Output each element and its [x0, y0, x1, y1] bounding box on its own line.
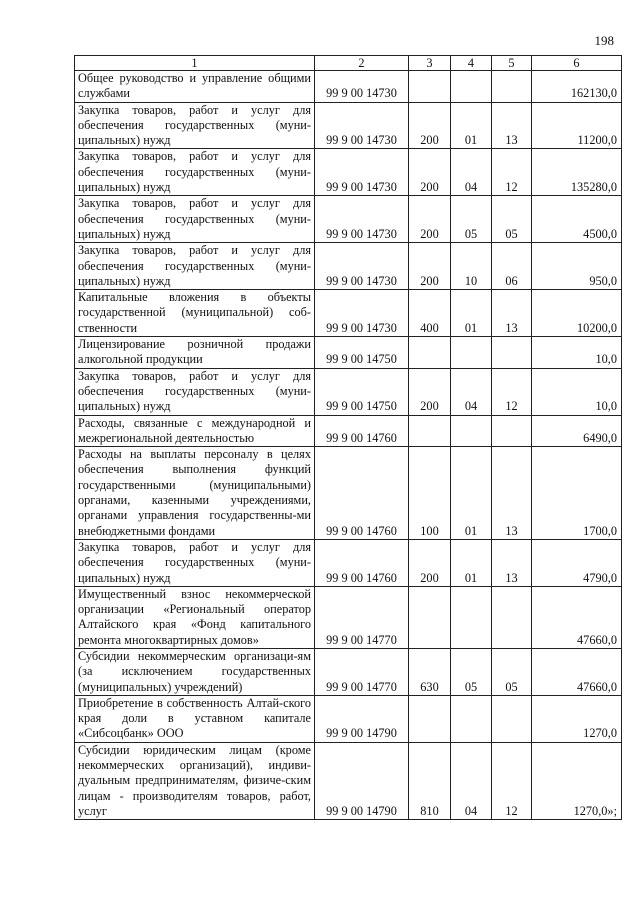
row-code: 99 9 00 14750	[315, 337, 409, 369]
row-amount: 1270,0»;	[532, 742, 622, 819]
row-subsection	[492, 337, 532, 369]
table-row	[75, 243, 622, 290]
header-col-3: 3	[409, 56, 451, 71]
row-section	[451, 71, 492, 103]
row-name: Приобретение в собственность Алтай-ского края доли в уставном капитале «Сибсоцбанк» ООО	[75, 695, 315, 742]
table-row	[75, 695, 622, 742]
table-row	[75, 71, 622, 103]
table-row	[75, 149, 622, 196]
row-expense-type	[409, 71, 451, 103]
row-amount: 11200,0	[532, 102, 622, 149]
row-name: Субсидии юридическим лицам (кроме некоммерческих организаций), индиви-дуальным предпринимателям, физиче-ским лицам - производителям товаров, работ, услуг	[75, 742, 315, 819]
row-subsection: 12	[492, 742, 532, 819]
row-expense-type	[409, 415, 451, 447]
row-name: Закупка товаров, работ и услуг для обеспечения государственных (муни-ципальных) нужд	[75, 196, 315, 243]
row-amount: 47660,0	[532, 586, 622, 648]
row-name: Расходы, связанные с международной и межрегиональной деятельностью	[75, 415, 315, 447]
row-subsection	[492, 71, 532, 103]
row-code: 99 9 00 14770	[315, 586, 409, 648]
row-subsection: 12	[492, 149, 532, 196]
row-amount: 135280,0	[532, 149, 622, 196]
row-amount: 6490,0	[532, 415, 622, 447]
row-code: 99 9 00 14730	[315, 290, 409, 337]
header-col-4: 4	[451, 56, 492, 71]
row-amount: 950,0	[532, 243, 622, 290]
row-code: 99 9 00 14730	[315, 196, 409, 243]
row-name: Закупка товаров, работ и услуг для обеспечения государственных (муни-ципальных) нужд	[75, 102, 315, 149]
table-row	[75, 290, 622, 337]
table-row	[75, 539, 622, 586]
row-amount: 4790,0	[532, 539, 622, 586]
row-expense-type: 630	[409, 648, 451, 695]
row-amount: 10,0	[532, 368, 622, 415]
row-code: 99 9 00 14770	[315, 648, 409, 695]
row-name: Субсидии некоммерческим организаци-ям (за исключением государственных (муниципальных) учреждений)	[75, 648, 315, 695]
table-row	[75, 102, 622, 149]
row-subsection: 05	[492, 648, 532, 695]
row-name: Капитальные вложения в объекты государственной (муниципальной) соб-ственности	[75, 290, 315, 337]
table-row	[75, 368, 622, 415]
table-row	[75, 447, 622, 540]
row-subsection: 05	[492, 196, 532, 243]
row-section: 05	[451, 196, 492, 243]
table-row	[75, 415, 622, 447]
table-row	[75, 337, 622, 369]
row-expense-type: 400	[409, 290, 451, 337]
row-expense-type: 200	[409, 539, 451, 586]
row-subsection: 06	[492, 243, 532, 290]
header-col-5: 5	[492, 56, 532, 71]
row-code: 99 9 00 14790	[315, 742, 409, 819]
row-amount: 10200,0	[532, 290, 622, 337]
row-name: Закупка товаров, работ и услуг для обеспечения государственных (муни-ципальных) нужд	[75, 243, 315, 290]
row-code: 99 9 00 14730	[315, 149, 409, 196]
header-col-1: 1	[75, 56, 315, 71]
row-section: 04	[451, 742, 492, 819]
row-section	[451, 415, 492, 447]
page-number: 198	[594, 33, 614, 48]
row-section: 01	[451, 102, 492, 149]
row-amount: 1270,0	[532, 695, 622, 742]
table-header-row	[75, 56, 622, 71]
row-name: Имущественный взнос некоммерческой организации «Региональный оператор Алтайского края «Фонд капитального ремонта многоквартирных домов»	[75, 586, 315, 648]
row-amount: 4500,0	[532, 196, 622, 243]
header-col-6: 6	[532, 56, 622, 71]
row-amount: 10,0	[532, 337, 622, 369]
row-subsection	[492, 586, 532, 648]
row-name: Закупка товаров, работ и услуг для обеспечения государственных (муни-ципальных) нужд	[75, 539, 315, 586]
row-section: 04	[451, 368, 492, 415]
row-expense-type: 100	[409, 447, 451, 540]
row-expense-type	[409, 337, 451, 369]
row-subsection: 13	[492, 539, 532, 586]
row-expense-type: 200	[409, 368, 451, 415]
row-section: 01	[451, 539, 492, 586]
budget-table	[74, 55, 622, 820]
row-subsection: 13	[492, 102, 532, 149]
row-amount: 1700,0	[532, 447, 622, 540]
row-section: 10	[451, 243, 492, 290]
row-name: Закупка товаров, работ и услуг для обеспечения государственных (муни-ципальных) нужд	[75, 368, 315, 415]
row-code: 99 9 00 14790	[315, 695, 409, 742]
row-section	[451, 337, 492, 369]
row-code: 99 9 00 14750	[315, 368, 409, 415]
row-expense-type: 200	[409, 102, 451, 149]
row-section: 05	[451, 648, 492, 695]
header-col-2: 2	[315, 56, 409, 71]
row-code: 99 9 00 14730	[315, 102, 409, 149]
row-code: 99 9 00 14730	[315, 243, 409, 290]
row-name: Закупка товаров, работ и услуг для обеспечения государственных (муни-ципальных) нужд	[75, 149, 315, 196]
row-amount: 47660,0	[532, 648, 622, 695]
table-row	[75, 196, 622, 243]
row-name: Лицензирование розничной продажи алкогольной продукции	[75, 337, 315, 369]
row-name: Общее руководство и управление общими службами	[75, 71, 315, 103]
row-section: 04	[451, 149, 492, 196]
table-row	[75, 648, 622, 695]
row-expense-type	[409, 695, 451, 742]
row-amount: 162130,0	[532, 71, 622, 103]
row-subsection: 13	[492, 447, 532, 540]
row-expense-type: 200	[409, 243, 451, 290]
row-expense-type: 200	[409, 149, 451, 196]
row-section: 01	[451, 290, 492, 337]
row-subsection	[492, 695, 532, 742]
row-expense-type: 810	[409, 742, 451, 819]
row-code: 99 9 00 14760	[315, 415, 409, 447]
row-name: Расходы на выплаты персоналу в целях обеспечения выполнения функций государственными (муниципальными) органами, казенными учреждениями, органами управления государственны-ми внебюджетными фондами	[75, 447, 315, 540]
row-code: 99 9 00 14760	[315, 447, 409, 540]
row-code: 99 9 00 14760	[315, 539, 409, 586]
row-section: 01	[451, 447, 492, 540]
row-subsection: 13	[492, 290, 532, 337]
row-expense-type	[409, 586, 451, 648]
row-code: 99 9 00 14730	[315, 71, 409, 103]
table-row	[75, 742, 622, 819]
table-row	[75, 586, 622, 648]
row-expense-type: 200	[409, 196, 451, 243]
row-subsection: 12	[492, 368, 532, 415]
row-section	[451, 695, 492, 742]
row-section	[451, 586, 492, 648]
row-subsection	[492, 415, 532, 447]
